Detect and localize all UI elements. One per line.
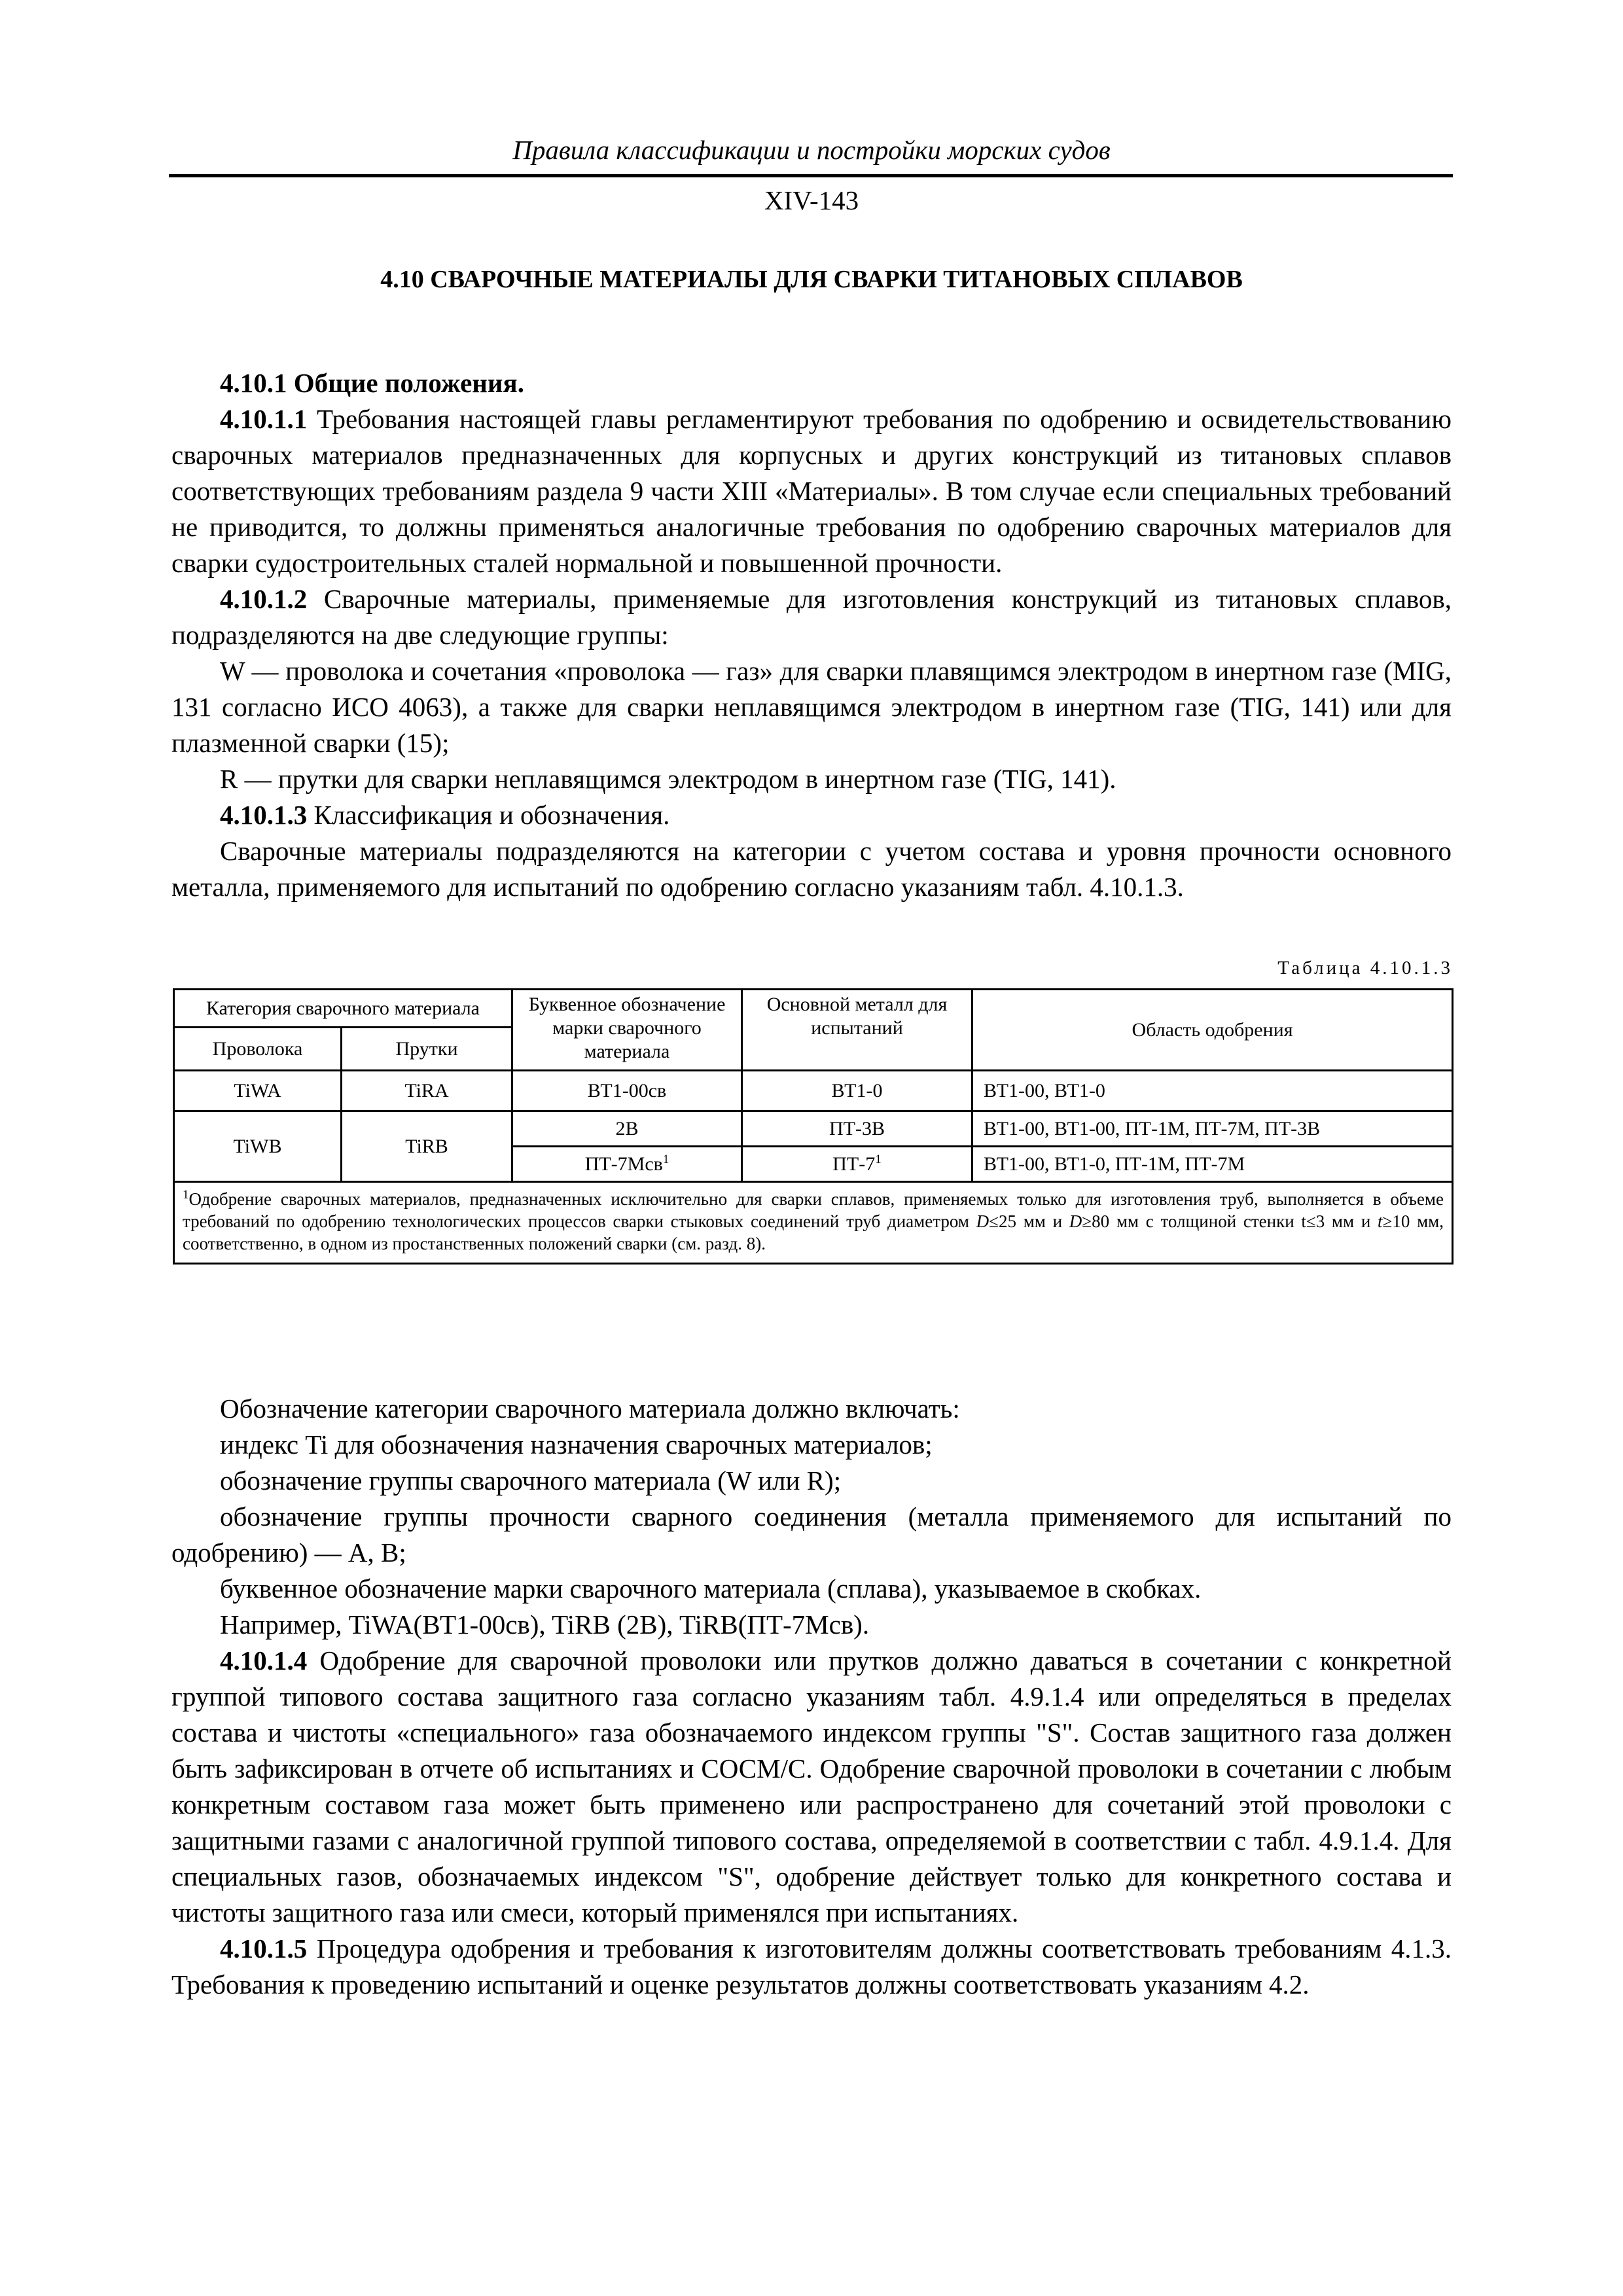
footnote-marker: 1 (183, 1188, 189, 1202)
header-category: Категория сварочного материала (174, 990, 512, 1028)
group-w-description: W — проволока и сочетания «проволока — газ» для сварки плавящимся электродом в инертном газе (MIG, 131 согласно ИСО 4063), а также для сварки неплавящимся электродом в инертном газе (TIG, 141) или для плазменной сварки (15); (171, 656, 1452, 758)
group-r-description: R — прутки для сварки неплавящимся электродом в инертном газе (TIG, 141). (220, 764, 1116, 794)
clause-number: 4.10.1.3 (220, 800, 308, 830)
designation-item-strength: обозначение группы прочности сварного соединения (металла применяемого для испытаний по одобрению) — А, В; (171, 1501, 1452, 1568)
paragraph-4-10-1-3 (171, 797, 1452, 833)
grade-text: ПТ-7Мсв (584, 1153, 663, 1175)
clause-text: Требования настоящей главы регламентируют требования по одобрению и освидетельствованию сварочных материалов предназначенных для корпусных и других конструкций из титановых сплавов соответствующих требованиям раздела 9 части XIII «Материалы». В том случае если специальных требований не приводится, то должны применяться аналогичные требования по одобрению сварочных материалов для сварки судостроительных сталей нормальной и повышенной прочности. (171, 404, 1452, 578)
subsection-heading-4-10-1: 4.10.1 Общие положения. (220, 368, 524, 398)
cell-base-metal: ПТ-3В (742, 1111, 972, 1147)
clause-text: Одобрение для сварочной проволоки или прутков должно даваться в сочетании с конкретной группой типового состава защитного газа согласно указаниям табл. 4.9.1.4 или определяться в пределах состава и чистоты «специального» газа обозначаемого индексом группы "S". Состав защитного газа должен быть зафиксирован в отчете об испытаниях и СОСМ/С. Одобрение сварочной проволоки в сочетании с любым конкретным составом газа может быть применено или распространено для сочетаний этой проволоки с защитными газами с аналогичной группой типового состава, определяемой в соответствии с табл. 4.9.1.4. Для специальных газов, обозначаемых индексом "S", одобрение действует только для конкретного состава и чистоты защитного газа или смеси, который применялся при испытаниях. (171, 1645, 1452, 1928)
cell-rods: TiRA (342, 1071, 512, 1111)
welding-materials-table (173, 988, 1452, 1265)
clause-text: Процедура одобрения и требования к изготовителям должны соответствовать требованиям 4.1.3. Требования к проведению испытаний и оценке результатов должны соответствовать указаниям 4.2. (171, 1933, 1452, 2000)
body-text-lower (171, 1391, 1452, 2003)
header-wire: Проволока (174, 1028, 342, 1071)
cell-grade: ВТ1-00св (512, 1071, 742, 1111)
cell-wire: TiWA (174, 1071, 342, 1111)
clause-number: 4.10.1.4 (220, 1645, 308, 1676)
cell-grade (512, 1147, 742, 1182)
cell-grade: 2В (512, 1111, 742, 1147)
footnote-var: D (1069, 1211, 1082, 1231)
header-base-metal: Основной металл для испытаний (742, 990, 972, 1071)
header-rods: Прутки (342, 1028, 512, 1071)
designation-example: Например, TiWA(ВТ1-00св), TiRB (2В), TiRB(ПТ-7Мсв). (220, 1609, 870, 1640)
paragraph-4-10-1-2 (171, 581, 1452, 653)
paragraph-4-10-1-1 (171, 401, 1452, 581)
cell-rods: TiRB (342, 1111, 512, 1182)
designation-item-grade: буквенное обозначение марки сварочного материала (сплава), указываемое в скобках. (220, 1573, 1202, 1604)
paragraph-4-10-1-5 (171, 1931, 1452, 2003)
cell-scope: ВТ1-00, ВТ1-0 (972, 1071, 1453, 1111)
table-footnote (174, 1182, 1453, 1264)
footnote-text: ≤25 мм и (989, 1211, 1069, 1231)
clause-number: 4.10.1.2 (220, 584, 308, 614)
cell-scope: ВТ1-00, ВТ1-0, ПТ-1М, ПТ-7М (972, 1147, 1453, 1182)
cell-base-metal: ВТ1-0 (742, 1071, 972, 1111)
clause-number: 4.10.1.5 (220, 1933, 308, 1964)
footnote-var: t (1378, 1211, 1383, 1231)
page-number: XIV-143 (764, 185, 859, 215)
header-rule (169, 174, 1453, 177)
designation-item-index: индекс Ti для обозначения назначения сварочных материалов; (220, 1429, 933, 1460)
table-caption: Таблица 4.10.1.3 (1277, 958, 1453, 978)
designation-item-group: обозначение группы сварочного материала (W или R); (220, 1465, 842, 1496)
running-title: Правила классификации и постройки морских судов (512, 135, 1111, 165)
header-scope: Область одобрения (972, 990, 1453, 1071)
base-metal-text: ПТ-7 (832, 1153, 876, 1175)
footnote-marker: 1 (875, 1152, 882, 1166)
cell-wire: TiWB (174, 1111, 342, 1182)
clause-text: Классификация и обозначения. (307, 800, 670, 830)
footnote-text: ≥80 мм с толщиной стенки t≤3 мм и (1082, 1211, 1378, 1231)
designation-intro: Обозначение категории сварочного материала должно включать: (220, 1393, 960, 1424)
footnote-marker: 1 (662, 1152, 669, 1166)
footnote-text: ≥10 мм, соответственно, в одном из простанственных положений сварки (см. разд. 8). (183, 1211, 1444, 1253)
section-heading: 4.10 СВАРОЧНЫЕ МАТЕРИАЛЫ ДЛЯ СВАРКИ ТИТАНОВЫХ СПЛАВОВ (380, 266, 1243, 293)
footnote-var: D (976, 1211, 990, 1231)
clause-number: 4.10.1.1 (220, 404, 308, 434)
header-grade: Буквенное обозначение марки сварочного материала (512, 990, 742, 1071)
footnote-text: Одобрение сварочных материалов, предназначенных исключительно для сварки сплавов, применяемых только для изготовления труб, выполняется в объеме требований по одобрению технологических процессов сварки стыковых соединений труб диаметром (183, 1189, 1444, 1231)
paragraph-categories: Сварочные материалы подразделяются на категории с учетом состава и уровня прочности основного металла, применяемого для испытаний по одобрению согласно указаниям табл. 4.10.1.3. (171, 836, 1452, 902)
paragraph-4-10-1-4 (171, 1643, 1452, 1931)
clause-text: Сварочные материалы, применяемые для изготовления конструкций из титановых сплавов, подразделяются на две следующие группы: (171, 584, 1452, 650)
cell-scope: ВТ1-00, ВТ1-00, ПТ-1М, ПТ-7М, ПТ-3В (972, 1111, 1453, 1147)
cell-base-metal (742, 1147, 972, 1182)
body-text-upper (171, 365, 1452, 905)
